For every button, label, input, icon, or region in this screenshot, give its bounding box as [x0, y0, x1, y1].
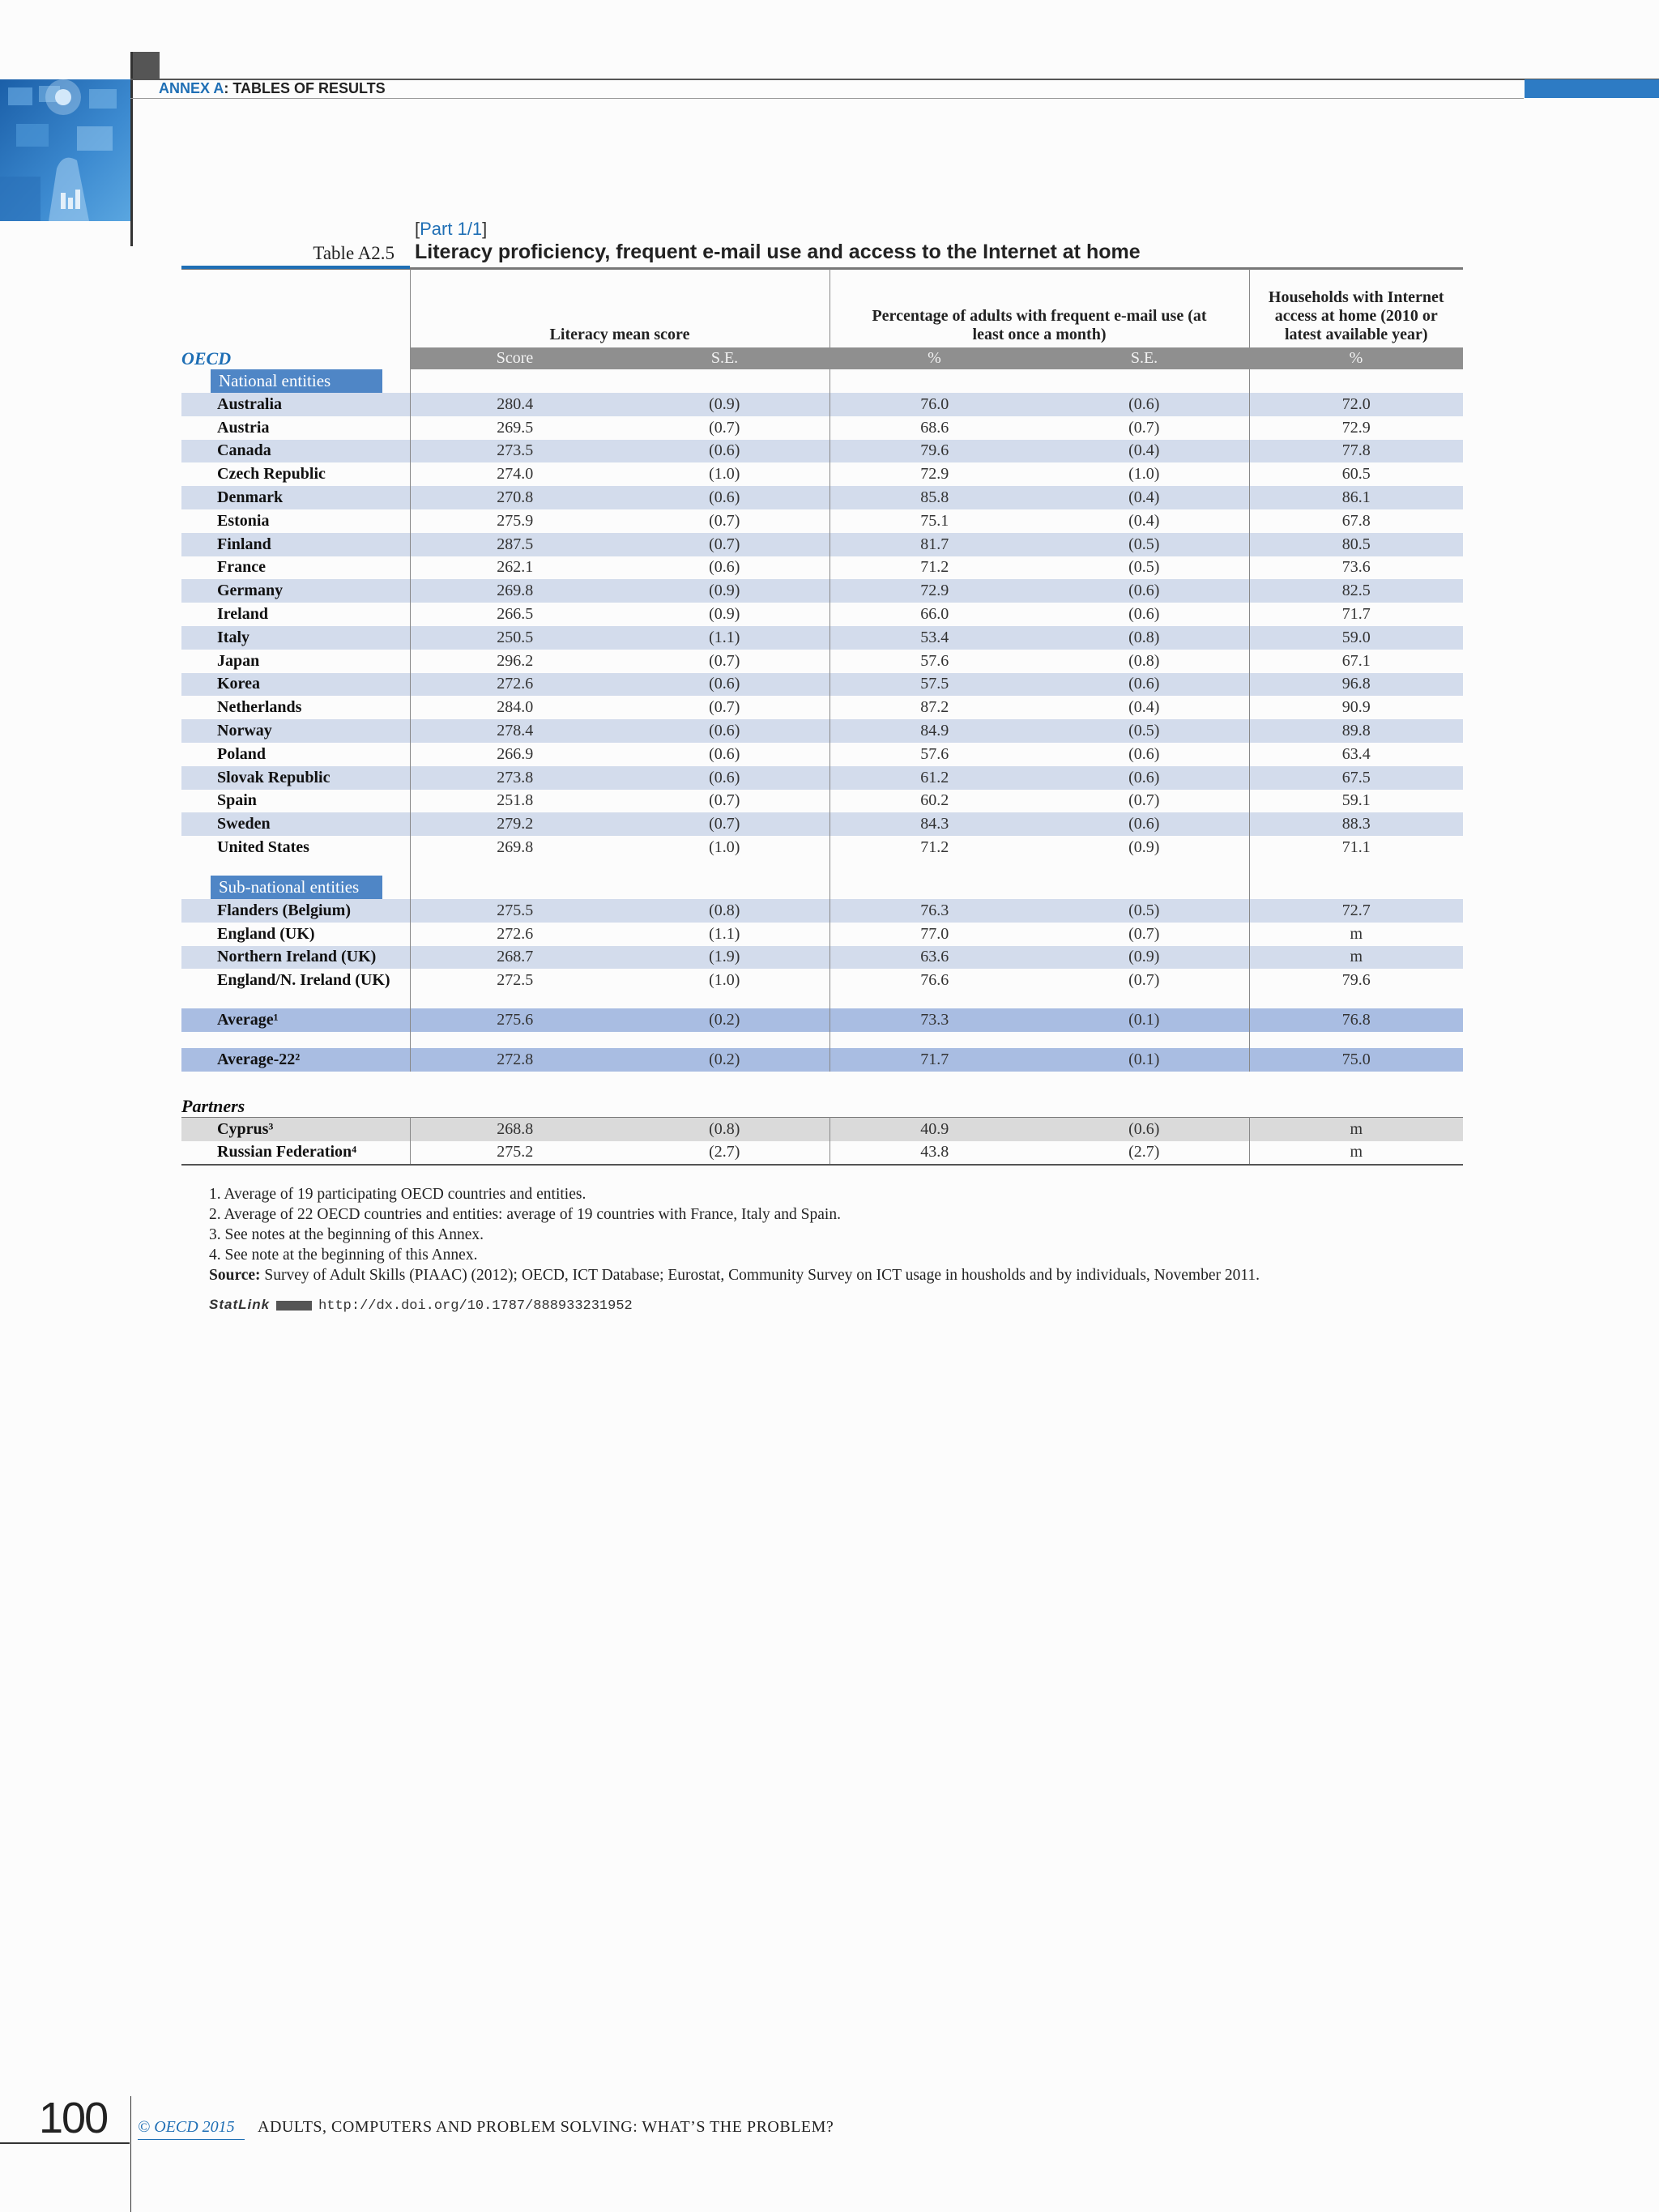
value-cell: 60.5: [1341, 465, 1371, 484]
value-cell: (0.6): [620, 486, 830, 509]
value-cell: 250.5: [410, 626, 620, 650]
spacer-cell: [830, 1032, 1039, 1048]
note-3: 3. See notes at the beginning of this Annex.: [209, 1226, 484, 1243]
row-label: Norway: [181, 719, 410, 743]
table-title: Literacy proficiency, frequent e-mail use and access to the Internet at home: [415, 241, 1141, 263]
value-cell: (0.7): [620, 812, 830, 836]
value-cell: 269.5: [497, 418, 534, 437]
spacer-cell: [620, 859, 830, 876]
spacer-cell: [410, 992, 620, 1008]
average22-row: [181, 1048, 1463, 1072]
value-cell: 275.6: [410, 1008, 620, 1032]
value-cell: 57.6: [920, 744, 949, 763]
value-cell: (0.6): [620, 440, 830, 463]
row-label: Korea: [181, 673, 410, 697]
table-row: [181, 1141, 1463, 1166]
value-cell: 89.8: [1249, 719, 1463, 743]
spacer-row: [181, 859, 1463, 876]
header-stub: [181, 270, 410, 348]
value-cell: 40.9: [830, 1117, 1039, 1140]
value-cell: 72.9: [1341, 418, 1371, 437]
value-cell: (0.4): [1039, 486, 1249, 509]
value-cell: 275.9: [497, 511, 534, 530]
spacer-cell: [410, 1032, 620, 1048]
header-rule-lower: [130, 98, 1524, 99]
value-cell: 79.6: [1341, 971, 1371, 990]
spacer-cell: [620, 992, 830, 1008]
row-label: England/N. Ireland (UK): [181, 969, 410, 992]
value-cell: (0.6): [1039, 743, 1249, 766]
spacer-cell: [830, 876, 1039, 899]
row-label: Average¹: [181, 1008, 410, 1032]
value-cell: 278.4: [410, 719, 620, 743]
note-1: 1. Average of 19 participating OECD countries and entities.: [209, 1186, 586, 1203]
spacer-cell: [1249, 1032, 1463, 1048]
value-cell: 73.3: [830, 1008, 1039, 1032]
table-row: [181, 626, 1463, 650]
value-cell: (0.7): [1039, 969, 1249, 992]
table-row: [181, 743, 1463, 766]
value-cell: 76.0: [830, 393, 1039, 416]
value-cell: 279.2: [410, 812, 620, 836]
spacer-cell: [620, 876, 830, 899]
row-label: Canada: [181, 440, 410, 463]
header-row: [181, 270, 1463, 348]
value-cell: 67.1: [1341, 651, 1371, 670]
value-cell: (0.6): [620, 743, 830, 766]
value-cell: 71.2: [920, 838, 949, 857]
row-label: Poland: [181, 743, 410, 766]
note-2: 2. Average of 22 OECD countries and entities: average of 19 countries with France, Italy and Spain.: [209, 1206, 841, 1223]
table-row: [181, 766, 1463, 790]
row-label: Northern Ireland (UK): [181, 946, 410, 970]
value-cell: 71.7: [830, 1048, 1039, 1072]
row-label: Japan: [181, 650, 410, 673]
table-row: [181, 533, 1463, 556]
value-cell: 272.5: [497, 971, 534, 990]
sub-header: %: [830, 347, 1039, 369]
value-cell: m: [1249, 1141, 1463, 1166]
row-label: Flanders (Belgium): [181, 899, 410, 923]
column-header-internet: Households with Internet access at home (2010 or latest available year): [1249, 270, 1463, 348]
value-cell: 96.8: [1249, 673, 1463, 697]
value-cell: (0.5): [1039, 556, 1249, 580]
table-notes: [209, 1184, 1260, 1285]
value-cell: 275.5: [410, 899, 620, 923]
value-cell: 53.4: [830, 626, 1039, 650]
results-table: [181, 269, 1463, 1166]
table-row: [181, 579, 1463, 603]
header-vertical-rule: [130, 52, 133, 246]
value-cell: (2.7): [620, 1141, 830, 1166]
spacer-cell: [410, 369, 620, 393]
value-cell: 296.2: [497, 651, 534, 670]
row-label: Italy: [181, 626, 410, 650]
row-label: Average-22²: [181, 1048, 410, 1072]
spacer-cell: [410, 876, 620, 899]
row-label: Slovak Republic: [181, 766, 410, 790]
value-cell: (0.5): [1039, 899, 1249, 923]
table-row: [181, 836, 1463, 859]
statlink-url[interactable]: http://dx.doi.org/10.1787/888933231952: [318, 1298, 633, 1314]
row-label: Cyprus³: [181, 1117, 410, 1140]
value-cell: 71.7: [1341, 605, 1371, 624]
value-cell: (0.7): [1039, 923, 1249, 946]
value-cell: 67.5: [1249, 766, 1463, 790]
value-cell: (2.7): [1039, 1141, 1249, 1166]
table-row: [181, 673, 1463, 697]
statlink-icon: [276, 1301, 312, 1311]
spacer-cell: [410, 859, 620, 876]
table-row: [181, 416, 1463, 440]
value-cell: (0.7): [620, 533, 830, 556]
value-cell: 87.2: [920, 698, 949, 717]
value-cell: (0.5): [1039, 719, 1249, 743]
value-cell: 77.8: [1249, 440, 1463, 463]
value-cell: 61.2: [830, 766, 1039, 790]
sub-header: S.E.: [620, 347, 830, 369]
footer-copyright-rule: [138, 2139, 245, 2140]
value-cell: 80.5: [1249, 533, 1463, 556]
row-label: Estonia: [181, 509, 410, 533]
row-label: Czech Republic: [181, 462, 410, 486]
row-label: England (UK): [181, 923, 410, 946]
partners-label: Partners: [181, 1095, 245, 1116]
group-label: Sub-national entities: [211, 876, 382, 899]
value-cell: (0.9): [620, 393, 830, 416]
table-row: [181, 603, 1463, 626]
value-cell: 272.6: [497, 924, 534, 943]
header-accent-bar: [1525, 79, 1659, 98]
spacer-cell: [1039, 369, 1249, 393]
value-cell: (0.1): [1039, 1048, 1249, 1072]
table-row: [181, 556, 1463, 580]
value-cell: 84.9: [830, 719, 1039, 743]
value-cell: 287.5: [410, 533, 620, 556]
table-row: [181, 696, 1463, 719]
subnational-entities-label: [181, 876, 410, 899]
value-cell: (0.7): [620, 416, 830, 440]
value-cell: 71.2: [920, 558, 949, 577]
value-cell: 77.0: [920, 924, 949, 943]
footer-vertical-rule: [130, 2096, 131, 2212]
row-label: France: [181, 556, 410, 580]
value-cell: m: [1249, 946, 1463, 970]
column-header-email: Percentage of adults with frequent e-mail use (at least once a month): [830, 270, 1249, 348]
spacer-cell: [1249, 876, 1463, 899]
value-cell: 273.5: [410, 440, 620, 463]
value-cell: (0.8): [620, 899, 830, 923]
row-label: Austria: [181, 416, 410, 440]
value-cell: (0.8): [620, 1117, 830, 1140]
spacer-cell: [620, 369, 830, 393]
value-cell: 63.4: [1341, 744, 1371, 763]
value-cell: (0.2): [620, 1048, 830, 1072]
sub-header: Score: [410, 347, 620, 369]
value-cell: 86.1: [1249, 486, 1463, 509]
average-row: [181, 1008, 1463, 1032]
footer-copyright: © OECD 2015: [138, 2118, 235, 2136]
note-4: 4. See note at the beginning of this Annex.: [209, 1247, 478, 1264]
national-entities-label: [181, 369, 410, 393]
value-cell: (0.1): [1039, 1008, 1249, 1032]
value-cell: 63.6: [830, 946, 1039, 970]
page-number: 100: [39, 2094, 108, 2142]
value-cell: 72.9: [920, 465, 949, 484]
row-label: United States: [181, 836, 410, 859]
row-label: Sweden: [181, 812, 410, 836]
value-cell: 57.5: [830, 673, 1039, 697]
value-cell: (0.9): [620, 579, 830, 603]
value-cell: (0.8): [1039, 650, 1249, 673]
value-cell: (0.6): [1039, 603, 1249, 626]
value-cell: (0.6): [1039, 579, 1249, 603]
value-cell: 280.4: [410, 393, 620, 416]
row-label: Denmark: [181, 486, 410, 509]
table-number: Table A2.5: [313, 243, 394, 263]
row-label: Netherlands: [181, 696, 410, 719]
spacer-cell: [1039, 876, 1249, 899]
value-cell: (1.1): [620, 923, 830, 946]
value-cell: 43.8: [830, 1141, 1039, 1166]
partners-row: [181, 1072, 1463, 1118]
table-row: [181, 790, 1463, 813]
value-cell: (0.7): [620, 650, 830, 673]
value-cell: (0.9): [620, 603, 830, 626]
value-cell: 79.6: [830, 440, 1039, 463]
value-cell: 68.6: [920, 418, 949, 437]
section-label: : TABLES OF RESULTS: [224, 80, 386, 96]
header-corner-block: [130, 52, 160, 79]
spacer-row: [181, 992, 1463, 1008]
value-cell: (0.7): [1039, 416, 1249, 440]
running-header: [159, 80, 386, 97]
oecd-label: OECD: [181, 347, 410, 369]
table-row: [181, 509, 1463, 533]
spacer-cell: [1249, 992, 1463, 1008]
value-cell: (0.6): [1039, 673, 1249, 697]
source-note: Source: Survey of Adult Skills (PIAAC) (2012); OECD, ICT Database; Eurostat, Community Survey on ICT usage in housholds and by individuals, November 2011.: [209, 1267, 1260, 1284]
spacer-cell: [1039, 1032, 1249, 1048]
spacer-cell: [830, 992, 1039, 1008]
value-cell: 76.3: [830, 899, 1039, 923]
statlink: [209, 1296, 633, 1314]
value-cell: (0.6): [1039, 766, 1249, 790]
table-row: [181, 969, 1463, 992]
value-cell: 268.7: [410, 946, 620, 970]
value-cell: 269.8: [497, 838, 534, 857]
value-cell: 85.8: [830, 486, 1039, 509]
statlink-label: StatLink: [209, 1297, 271, 1312]
table-row: [181, 393, 1463, 416]
value-cell: 272.6: [410, 673, 620, 697]
value-cell: (0.7): [620, 696, 830, 719]
value-cell: 81.7: [830, 533, 1039, 556]
value-cell: (0.6): [620, 766, 830, 790]
subheader-row: [181, 347, 1463, 369]
value-cell: 72.7: [1249, 899, 1463, 923]
table-row: [181, 923, 1463, 946]
value-cell: 273.8: [410, 766, 620, 790]
footer-publication-title: ADULTS, COMPUTERS AND PROBLEM SOLVING: WHAT’S THE PROBLEM?: [258, 2118, 834, 2136]
value-cell: (0.9): [1039, 946, 1249, 970]
value-cell: 60.2: [920, 791, 949, 810]
group-row: [181, 876, 1463, 899]
value-cell: (0.7): [620, 790, 830, 813]
table-row: [181, 486, 1463, 509]
value-cell: (0.4): [1039, 509, 1249, 533]
row-label: Australia: [181, 393, 410, 416]
value-cell: 266.5: [497, 605, 534, 624]
value-cell: 88.3: [1249, 812, 1463, 836]
table-row: [181, 946, 1463, 970]
table-row: [181, 812, 1463, 836]
value-cell: (0.2): [620, 1008, 830, 1032]
value-cell: (0.6): [1039, 393, 1249, 416]
value-cell: 275.2: [410, 1141, 620, 1166]
value-cell: (1.0): [1039, 462, 1249, 486]
row-label: Russian Federation⁴: [181, 1141, 410, 1166]
group-row: [181, 369, 1463, 393]
value-cell: 66.0: [920, 605, 949, 624]
value-cell: (0.5): [1039, 533, 1249, 556]
value-cell: 82.5: [1249, 579, 1463, 603]
value-cell: 76.8: [1249, 1008, 1463, 1032]
row-label: Ireland: [181, 603, 410, 626]
row-label: Germany: [181, 579, 410, 603]
sub-header: S.E.: [1039, 347, 1249, 369]
part-label: [Part 1/1]: [415, 219, 488, 239]
value-cell: 57.6: [920, 651, 949, 670]
table-row: [181, 462, 1463, 486]
value-cell: 90.9: [1341, 698, 1371, 717]
row-label: Finland: [181, 533, 410, 556]
value-cell: m: [1350, 924, 1363, 943]
value-cell: 71.1: [1341, 838, 1371, 857]
value-cell: (1.0): [620, 836, 830, 859]
value-cell: m: [1249, 1117, 1463, 1140]
value-cell: (0.7): [1039, 790, 1249, 813]
spacer-row: [181, 1032, 1463, 1048]
spacer-cell: [181, 859, 410, 876]
spacer-cell: [1249, 859, 1463, 876]
spacer-cell: [1039, 859, 1249, 876]
annex-label: ANNEX A: [159, 80, 224, 96]
value-cell: (0.6): [620, 556, 830, 580]
value-cell: (0.6): [620, 673, 830, 697]
spacer-cell: [620, 1032, 830, 1048]
value-cell: 266.9: [497, 744, 534, 763]
table-row: [181, 650, 1463, 673]
table-row: [181, 899, 1463, 923]
value-cell: 270.8: [410, 486, 620, 509]
value-cell: 274.0: [497, 465, 534, 484]
value-cell: 262.1: [497, 558, 534, 577]
value-cell: 272.8: [410, 1048, 620, 1072]
value-cell: 73.6: [1341, 558, 1371, 577]
value-cell: 67.8: [1341, 511, 1371, 530]
value-cell: 284.0: [497, 698, 534, 717]
value-cell: 72.0: [1249, 393, 1463, 416]
value-cell: 251.8: [497, 791, 534, 810]
value-cell: (1.0): [620, 969, 830, 992]
value-cell: (0.6): [1039, 1117, 1249, 1140]
value-cell: (0.4): [1039, 696, 1249, 719]
value-cell: 75.1: [920, 511, 949, 530]
value-cell: 268.8: [410, 1117, 620, 1140]
value-cell: (1.0): [620, 462, 830, 486]
spacer-cell: [830, 859, 1039, 876]
value-cell: 59.0: [1249, 626, 1463, 650]
spacer-cell: [1039, 992, 1249, 1008]
value-cell: (1.1): [620, 626, 830, 650]
spacer-cell: [181, 992, 410, 1008]
value-cell: (0.6): [620, 719, 830, 743]
value-cell: 59.1: [1341, 791, 1371, 810]
value-cell: (1.9): [620, 946, 830, 970]
column-header-literacy: Literacy mean score: [410, 270, 830, 348]
value-cell: (0.4): [1039, 440, 1249, 463]
value-cell: (0.7): [620, 509, 830, 533]
group-label: National entities: [211, 369, 382, 393]
value-cell: 269.8: [410, 579, 620, 603]
value-cell: (0.6): [1039, 812, 1249, 836]
spacer-cell: [830, 369, 1039, 393]
value-cell: 72.9: [830, 579, 1039, 603]
spacer-cell: [1249, 369, 1463, 393]
table-row: [181, 440, 1463, 463]
value-cell: 76.6: [920, 971, 949, 990]
value-cell: 84.3: [830, 812, 1039, 836]
sub-header: %: [1249, 347, 1463, 369]
row-label: Spain: [181, 790, 410, 813]
value-cell: (0.8): [1039, 626, 1249, 650]
spacer-cell: [181, 1032, 410, 1048]
table-row: [181, 1117, 1463, 1140]
table-row: [181, 719, 1463, 743]
header-decorative-image: [0, 79, 130, 221]
value-cell: 75.0: [1249, 1048, 1463, 1072]
value-cell: (0.9): [1039, 836, 1249, 859]
